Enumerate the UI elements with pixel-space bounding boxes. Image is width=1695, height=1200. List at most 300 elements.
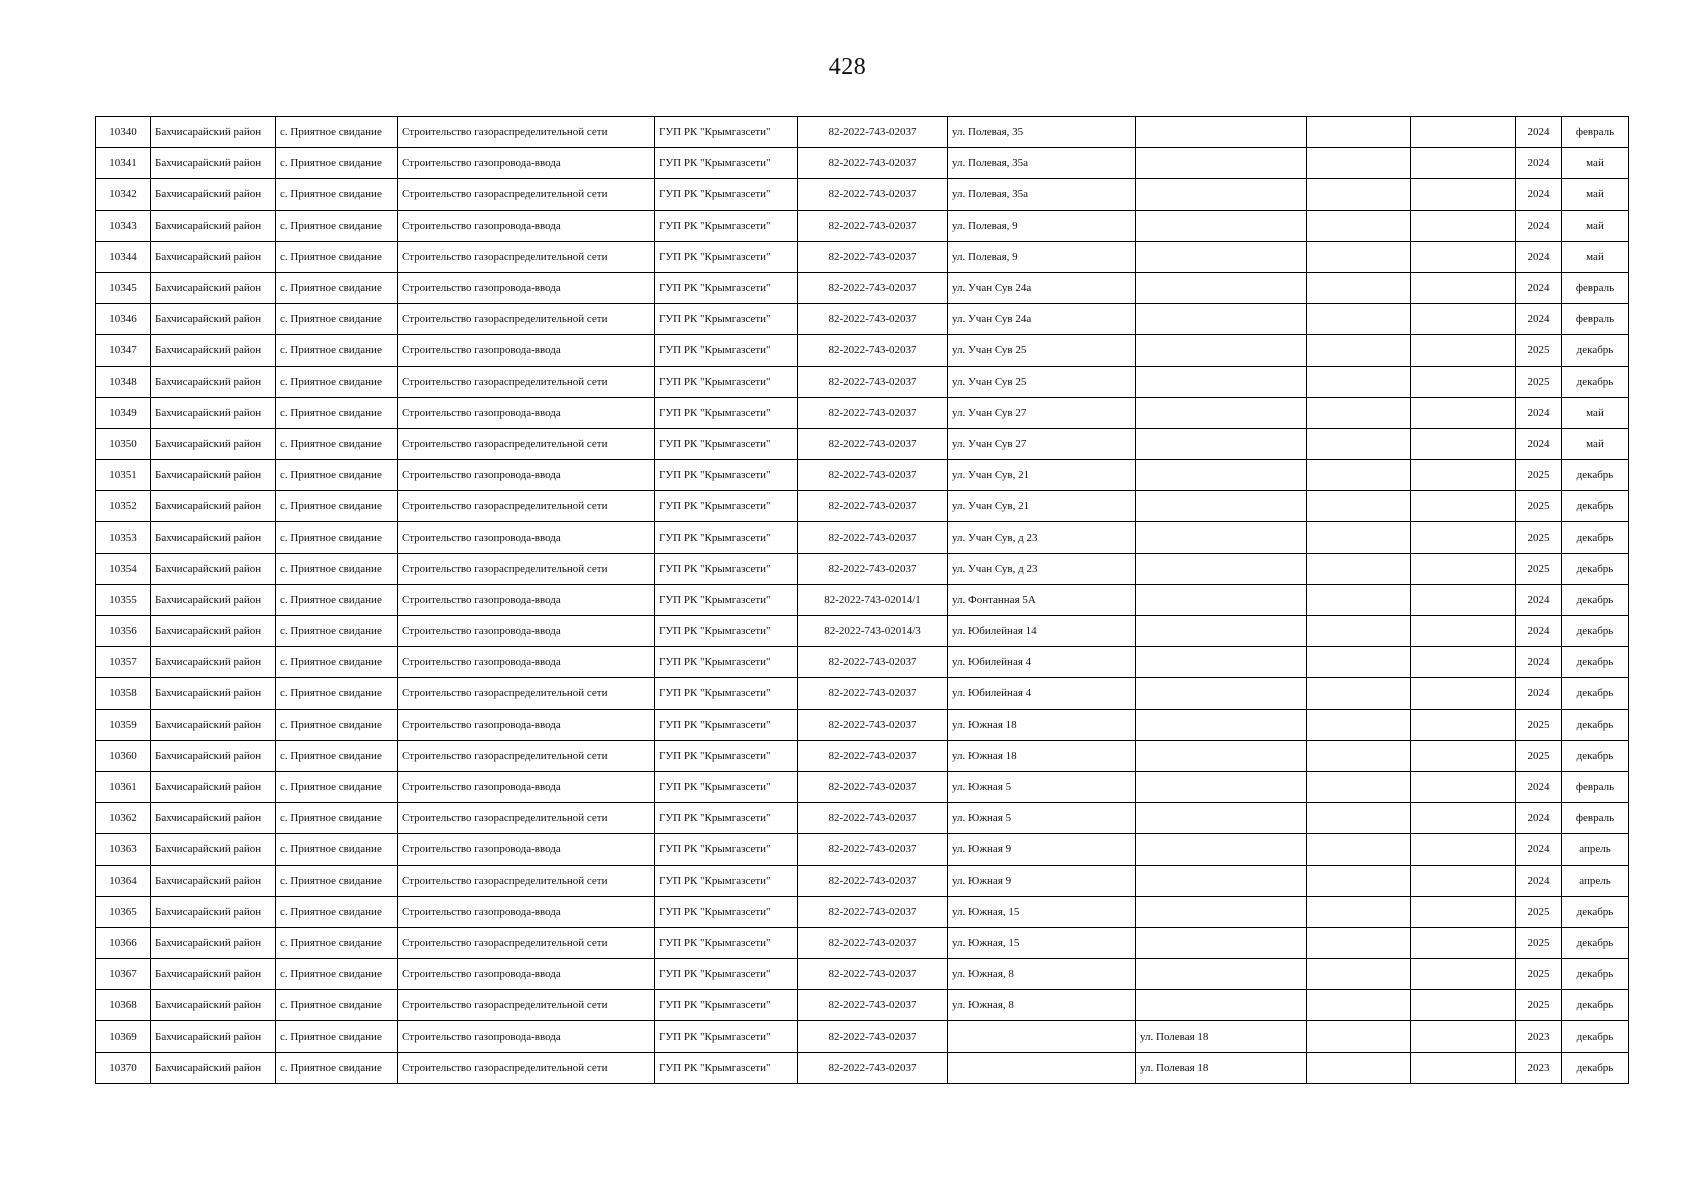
row-id: 10346: [96, 304, 151, 335]
settlement-cell: с. Приятное свидание: [276, 771, 398, 802]
empty-cell: [1411, 584, 1516, 615]
project-code-cell: 82-2022-743-02037: [798, 803, 948, 834]
table-row: [96, 304, 1629, 335]
year-cell: 2024: [1516, 803, 1562, 834]
project-code-cell: 82-2022-743-02037: [798, 272, 948, 303]
district-cell: Бахчисарайский район: [151, 522, 276, 553]
month-cell: февраль: [1562, 803, 1629, 834]
organization-cell: ГУП РК "Крымгазсети": [655, 491, 798, 522]
month-cell: май: [1562, 148, 1629, 179]
work-type-cell: Строительство газораспределительной сети: [398, 304, 655, 335]
district-cell: Бахчисарайский район: [151, 959, 276, 990]
organization-cell: ГУП РК "Крымгазсети": [655, 148, 798, 179]
work-type-cell: Строительство газопровода-ввода: [398, 616, 655, 647]
second-address-cell: [1136, 709, 1307, 740]
row-id: 10365: [96, 896, 151, 927]
row-id: 10352: [96, 491, 151, 522]
month-cell: февраль: [1562, 272, 1629, 303]
table-row: [96, 210, 1629, 241]
district-cell: Бахчисарайский район: [151, 896, 276, 927]
organization-cell: ГУП РК "Крымгазсети": [655, 1052, 798, 1083]
year-cell: 2025: [1516, 491, 1562, 522]
project-code-cell: 82-2022-743-02037: [798, 896, 948, 927]
second-address-cell: [1136, 210, 1307, 241]
project-code-cell: 82-2022-743-02037: [798, 927, 948, 958]
organization-cell: ГУП РК "Крымгазсети": [655, 740, 798, 771]
second-address-cell: [1136, 740, 1307, 771]
empty-cell: [1307, 397, 1411, 428]
month-cell: декабрь: [1562, 959, 1629, 990]
settlement-cell: с. Приятное свидание: [276, 117, 398, 148]
empty-cell: [1307, 428, 1411, 459]
settlement-cell: с. Приятное свидание: [276, 678, 398, 709]
empty-cell: [1307, 647, 1411, 678]
second-address-cell: [1136, 834, 1307, 865]
table-row: [96, 927, 1629, 958]
project-code-cell: 82-2022-743-02037: [798, 865, 948, 896]
empty-cell: [1307, 803, 1411, 834]
empty-cell: [1411, 1021, 1516, 1052]
empty-cell: [1307, 616, 1411, 647]
table-row: [96, 460, 1629, 491]
address-cell: ул. Учан Сув, д 23: [948, 553, 1136, 584]
page-number: 428: [828, 54, 867, 80]
month-cell: апрель: [1562, 834, 1629, 865]
work-type-cell: Строительство газопровода-ввода: [398, 148, 655, 179]
project-code-cell: 82-2022-743-02014/3: [798, 616, 948, 647]
address-cell: ул. Полевая, 9: [948, 210, 1136, 241]
organization-cell: ГУП РК "Крымгазсети": [655, 210, 798, 241]
organization-cell: ГУП РК "Крымгазсети": [655, 584, 798, 615]
work-type-cell: Строительство газораспределительной сети: [398, 428, 655, 459]
empty-cell: [1411, 678, 1516, 709]
empty-cell: [1307, 1052, 1411, 1083]
month-cell: декабрь: [1562, 927, 1629, 958]
settlement-cell: с. Приятное свидание: [276, 1052, 398, 1083]
table-row: [96, 865, 1629, 896]
empty-cell: [1411, 117, 1516, 148]
row-id: 10366: [96, 927, 151, 958]
address-cell: ул. Учан Сув 27: [948, 397, 1136, 428]
organization-cell: ГУП РК "Крымгазсети": [655, 990, 798, 1021]
empty-cell: [1411, 335, 1516, 366]
year-cell: 2025: [1516, 927, 1562, 958]
district-cell: Бахчисарайский район: [151, 491, 276, 522]
second-address-cell: [1136, 179, 1307, 210]
row-id: 10357: [96, 647, 151, 678]
organization-cell: ГУП РК "Крымгазсети": [655, 428, 798, 459]
month-cell: декабрь: [1562, 366, 1629, 397]
month-cell: май: [1562, 241, 1629, 272]
work-type-cell: Строительство газопровода-ввода: [398, 834, 655, 865]
organization-cell: ГУП РК "Крымгазсети": [655, 304, 798, 335]
second-address-cell: [1136, 678, 1307, 709]
settlement-cell: с. Приятное свидание: [276, 335, 398, 366]
organization-cell: ГУП РК "Крымгазсети": [655, 553, 798, 584]
row-id: 10370: [96, 1052, 151, 1083]
work-type-cell: Строительство газораспределительной сети: [398, 740, 655, 771]
work-type-cell: Строительство газопровода-ввода: [398, 460, 655, 491]
settlement-cell: с. Приятное свидание: [276, 834, 398, 865]
work-type-cell: Строительство газораспределительной сети: [398, 553, 655, 584]
organization-cell: ГУП РК "Крымгазсети": [655, 896, 798, 927]
settlement-cell: с. Приятное свидание: [276, 397, 398, 428]
month-cell: декабрь: [1562, 896, 1629, 927]
empty-cell: [1411, 304, 1516, 335]
table-row: [96, 896, 1629, 927]
work-type-cell: Строительство газопровода-ввода: [398, 272, 655, 303]
work-type-cell: Строительство газопровода-ввода: [398, 1021, 655, 1052]
organization-cell: ГУП РК "Крымгазсети": [655, 834, 798, 865]
row-id: 10361: [96, 771, 151, 802]
project-code-cell: 82-2022-743-02037: [798, 709, 948, 740]
empty-cell: [1307, 117, 1411, 148]
work-type-cell: Строительство газопровода-ввода: [398, 771, 655, 802]
address-cell: ул. Южная 9: [948, 865, 1136, 896]
work-type-cell: Строительство газопровода-ввода: [398, 522, 655, 553]
row-id: 10369: [96, 1021, 151, 1052]
table-body: [96, 117, 1629, 1084]
project-code-cell: 82-2022-743-02037: [798, 771, 948, 802]
district-cell: Бахчисарайский район: [151, 210, 276, 241]
empty-cell: [1307, 709, 1411, 740]
project-code-cell: 82-2022-743-02037: [798, 959, 948, 990]
year-cell: 2024: [1516, 428, 1562, 459]
district-cell: Бахчисарайский район: [151, 428, 276, 459]
project-code-cell: 82-2022-743-02037: [798, 1021, 948, 1052]
empty-cell: [1411, 771, 1516, 802]
settlement-cell: с. Приятное свидание: [276, 865, 398, 896]
settlement-cell: с. Приятное свидание: [276, 647, 398, 678]
address-cell: ул. Южная 18: [948, 740, 1136, 771]
table-row: [96, 397, 1629, 428]
work-type-cell: Строительство газопровода-ввода: [398, 210, 655, 241]
second-address-cell: [1136, 927, 1307, 958]
second-address-cell: [1136, 272, 1307, 303]
year-cell: 2024: [1516, 647, 1562, 678]
row-id: 10351: [96, 460, 151, 491]
table-row: [96, 272, 1629, 303]
year-cell: 2024: [1516, 241, 1562, 272]
work-type-cell: Строительство газораспределительной сети: [398, 927, 655, 958]
empty-cell: [1307, 179, 1411, 210]
settlement-cell: с. Приятное свидание: [276, 428, 398, 459]
year-cell: 2024: [1516, 117, 1562, 148]
organization-cell: ГУП РК "Крымгазсети": [655, 647, 798, 678]
second-address-cell: [1136, 990, 1307, 1021]
empty-cell: [1411, 740, 1516, 771]
organization-cell: ГУП РК "Крымгазсети": [655, 272, 798, 303]
settlement-cell: с. Приятное свидание: [276, 491, 398, 522]
empty-cell: [1307, 678, 1411, 709]
row-id: 10359: [96, 709, 151, 740]
empty-cell: [1411, 616, 1516, 647]
empty-cell: [1411, 179, 1516, 210]
district-cell: Бахчисарайский район: [151, 460, 276, 491]
month-cell: февраль: [1562, 117, 1629, 148]
row-id: 10360: [96, 740, 151, 771]
second-address-cell: [1136, 896, 1307, 927]
organization-cell: ГУП РК "Крымгазсети": [655, 803, 798, 834]
work-type-cell: Строительство газораспределительной сети: [398, 678, 655, 709]
month-cell: декабрь: [1562, 553, 1629, 584]
address-cell: ул. Южная 18: [948, 709, 1136, 740]
year-cell: 2024: [1516, 397, 1562, 428]
year-cell: 2024: [1516, 148, 1562, 179]
year-cell: 2024: [1516, 179, 1562, 210]
empty-cell: [1411, 148, 1516, 179]
month-cell: декабрь: [1562, 616, 1629, 647]
district-cell: Бахчисарайский район: [151, 553, 276, 584]
organization-cell: ГУП РК "Крымгазсети": [655, 241, 798, 272]
address-cell: ул. Учан Сув, д 23: [948, 522, 1136, 553]
second-address-cell: [1136, 959, 1307, 990]
organization-cell: ГУП РК "Крымгазсети": [655, 366, 798, 397]
year-cell: 2025: [1516, 366, 1562, 397]
empty-cell: [1307, 522, 1411, 553]
address-cell: [948, 1021, 1136, 1052]
table-row: [96, 491, 1629, 522]
row-id: 10344: [96, 241, 151, 272]
empty-cell: [1411, 241, 1516, 272]
month-cell: май: [1562, 397, 1629, 428]
table-row: [96, 241, 1629, 272]
district-cell: Бахчисарайский район: [151, 803, 276, 834]
address-cell: [948, 1052, 1136, 1083]
project-code-cell: 82-2022-743-02037: [798, 335, 948, 366]
month-cell: февраль: [1562, 771, 1629, 802]
district-cell: Бахчисарайский район: [151, 927, 276, 958]
organization-cell: ГУП РК "Крымгазсети": [655, 678, 798, 709]
month-cell: декабрь: [1562, 491, 1629, 522]
project-code-cell: 82-2022-743-02037: [798, 366, 948, 397]
work-type-cell: Строительство газораспределительной сети: [398, 1052, 655, 1083]
project-code-cell: 82-2022-743-02037: [798, 1052, 948, 1083]
month-cell: декабрь: [1562, 740, 1629, 771]
organization-cell: ГУП РК "Крымгазсети": [655, 709, 798, 740]
row-id: 10342: [96, 179, 151, 210]
settlement-cell: с. Приятное свидание: [276, 241, 398, 272]
row-id: 10350: [96, 428, 151, 459]
project-code-cell: 82-2022-743-02037: [798, 210, 948, 241]
second-address-cell: [1136, 522, 1307, 553]
address-cell: ул. Учан Сув 24а: [948, 272, 1136, 303]
organization-cell: ГУП РК "Крымгазсети": [655, 117, 798, 148]
district-cell: Бахчисарайский район: [151, 272, 276, 303]
second-address-cell: [1136, 647, 1307, 678]
table-row: [96, 117, 1629, 148]
empty-cell: [1411, 272, 1516, 303]
second-address-cell: [1136, 553, 1307, 584]
project-code-cell: 82-2022-743-02037: [798, 990, 948, 1021]
district-cell: Бахчисарайский район: [151, 148, 276, 179]
settlement-cell: с. Приятное свидание: [276, 803, 398, 834]
row-id: 10367: [96, 959, 151, 990]
year-cell: 2024: [1516, 771, 1562, 802]
district-cell: Бахчисарайский район: [151, 678, 276, 709]
district-cell: Бахчисарайский район: [151, 771, 276, 802]
project-code-cell: 82-2022-743-02037: [798, 304, 948, 335]
second-address-cell: [1136, 304, 1307, 335]
organization-cell: ГУП РК "Крымгазсети": [655, 460, 798, 491]
second-address-cell: ул. Полевая 18: [1136, 1052, 1307, 1083]
district-cell: Бахчисарайский район: [151, 584, 276, 615]
district-cell: Бахчисарайский район: [151, 709, 276, 740]
second-address-cell: [1136, 397, 1307, 428]
table-row: [96, 647, 1629, 678]
settlement-cell: с. Приятное свидание: [276, 584, 398, 615]
district-cell: Бахчисарайский район: [151, 1021, 276, 1052]
table-row: [96, 803, 1629, 834]
address-cell: ул. Юбилейная 14: [948, 616, 1136, 647]
empty-cell: [1411, 1052, 1516, 1083]
work-type-cell: Строительство газораспределительной сети: [398, 865, 655, 896]
address-cell: ул. Полевая, 35а: [948, 179, 1136, 210]
settlement-cell: с. Приятное свидание: [276, 740, 398, 771]
second-address-cell: [1136, 460, 1307, 491]
district-cell: Бахчисарайский район: [151, 990, 276, 1021]
table-row: [96, 366, 1629, 397]
address-cell: ул. Учан Сув 25: [948, 335, 1136, 366]
work-type-cell: Строительство газораспределительной сети: [398, 241, 655, 272]
work-type-cell: Строительство газопровода-ввода: [398, 709, 655, 740]
organization-cell: ГУП РК "Крымгазсети": [655, 397, 798, 428]
district-cell: Бахчисарайский район: [151, 397, 276, 428]
empty-cell: [1307, 460, 1411, 491]
organization-cell: ГУП РК "Крымгазсети": [655, 616, 798, 647]
address-cell: ул. Учан Сув, 21: [948, 491, 1136, 522]
year-cell: 2023: [1516, 1052, 1562, 1083]
empty-cell: [1307, 771, 1411, 802]
month-cell: декабрь: [1562, 647, 1629, 678]
project-code-cell: 82-2022-743-02037: [798, 740, 948, 771]
month-cell: декабрь: [1562, 522, 1629, 553]
row-id: 10368: [96, 990, 151, 1021]
address-cell: ул. Полевая, 35: [948, 117, 1136, 148]
work-type-cell: Строительство газораспределительной сети: [398, 366, 655, 397]
settlement-cell: с. Приятное свидание: [276, 959, 398, 990]
address-cell: ул. Полевая, 35а: [948, 148, 1136, 179]
month-cell: декабрь: [1562, 584, 1629, 615]
empty-cell: [1411, 522, 1516, 553]
table-row: [96, 1021, 1629, 1052]
year-cell: 2024: [1516, 678, 1562, 709]
year-cell: 2024: [1516, 272, 1562, 303]
district-cell: Бахчисарайский район: [151, 366, 276, 397]
row-id: 10343: [96, 210, 151, 241]
settlement-cell: с. Приятное свидание: [276, 366, 398, 397]
year-cell: 2025: [1516, 896, 1562, 927]
empty-cell: [1307, 1021, 1411, 1052]
second-address-cell: [1136, 117, 1307, 148]
month-cell: май: [1562, 179, 1629, 210]
empty-cell: [1307, 553, 1411, 584]
row-id: 10358: [96, 678, 151, 709]
empty-cell: [1411, 865, 1516, 896]
empty-cell: [1307, 148, 1411, 179]
work-type-cell: Строительство газопровода-ввода: [398, 896, 655, 927]
row-id: 10355: [96, 584, 151, 615]
address-cell: ул. Фонтанная 5А: [948, 584, 1136, 615]
month-cell: декабрь: [1562, 1052, 1629, 1083]
empty-cell: [1411, 896, 1516, 927]
project-code-cell: 82-2022-743-02037: [798, 460, 948, 491]
settlement-cell: с. Приятное свидание: [276, 1021, 398, 1052]
year-cell: 2023: [1516, 1021, 1562, 1052]
table-row: [96, 522, 1629, 553]
settlement-cell: с. Приятное свидание: [276, 460, 398, 491]
row-id: 10362: [96, 803, 151, 834]
table-row: [96, 709, 1629, 740]
table-row: [96, 740, 1629, 771]
project-code-cell: 82-2022-743-02037: [798, 553, 948, 584]
month-cell: декабрь: [1562, 460, 1629, 491]
year-cell: 2024: [1516, 304, 1562, 335]
district-cell: Бахчисарайский район: [151, 616, 276, 647]
project-code-cell: 82-2022-743-02037: [798, 647, 948, 678]
work-type-cell: Строительство газораспределительной сети: [398, 117, 655, 148]
project-code-cell: 82-2022-743-02037: [798, 179, 948, 210]
empty-cell: [1307, 491, 1411, 522]
address-cell: ул. Южная 5: [948, 771, 1136, 802]
row-id: 10348: [96, 366, 151, 397]
settlement-cell: с. Приятное свидание: [276, 304, 398, 335]
organization-cell: ГУП РК "Крымгазсети": [655, 927, 798, 958]
month-cell: декабрь: [1562, 678, 1629, 709]
empty-cell: [1411, 366, 1516, 397]
empty-cell: [1307, 834, 1411, 865]
district-cell: Бахчисарайский район: [151, 647, 276, 678]
work-type-cell: Строительство газопровода-ввода: [398, 959, 655, 990]
settlement-cell: с. Приятное свидание: [276, 272, 398, 303]
work-type-cell: Строительство газораспределительной сети: [398, 990, 655, 1021]
address-cell: ул. Южная, 15: [948, 896, 1136, 927]
month-cell: май: [1562, 210, 1629, 241]
empty-cell: [1307, 210, 1411, 241]
district-cell: Бахчисарайский район: [151, 834, 276, 865]
second-address-cell: [1136, 366, 1307, 397]
row-id: 10340: [96, 117, 151, 148]
month-cell: декабрь: [1562, 709, 1629, 740]
empty-cell: [1307, 584, 1411, 615]
empty-cell: [1307, 865, 1411, 896]
second-address-cell: [1136, 616, 1307, 647]
second-address-cell: [1136, 148, 1307, 179]
year-cell: 2025: [1516, 335, 1562, 366]
second-address-cell: [1136, 335, 1307, 366]
address-cell: ул. Учан Сув 27: [948, 428, 1136, 459]
row-id: 10345: [96, 272, 151, 303]
settlement-cell: с. Приятное свидание: [276, 210, 398, 241]
second-address-cell: ул. Полевая 18: [1136, 1021, 1307, 1052]
address-cell: ул. Учан Сув, 21: [948, 460, 1136, 491]
empty-cell: [1411, 460, 1516, 491]
second-address-cell: [1136, 241, 1307, 272]
second-address-cell: [1136, 771, 1307, 802]
table-row: [96, 834, 1629, 865]
settlement-cell: с. Приятное свидание: [276, 990, 398, 1021]
table-row: [96, 678, 1629, 709]
year-cell: 2024: [1516, 834, 1562, 865]
organization-cell: ГУП РК "Крымгазсети": [655, 865, 798, 896]
empty-cell: [1411, 959, 1516, 990]
address-cell: ул. Южная 9: [948, 834, 1136, 865]
year-cell: 2025: [1516, 990, 1562, 1021]
organization-cell: ГУП РК "Крымгазсети": [655, 522, 798, 553]
empty-cell: [1307, 366, 1411, 397]
table-row: [96, 148, 1629, 179]
empty-cell: [1411, 210, 1516, 241]
